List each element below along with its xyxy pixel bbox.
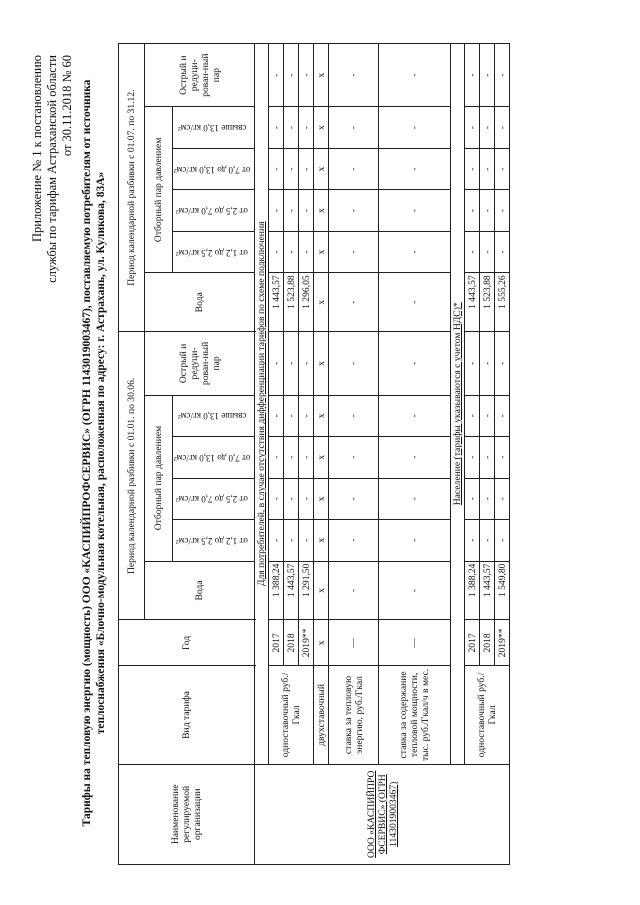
value-cell: - xyxy=(379,189,451,230)
value-cell: - xyxy=(299,189,314,230)
value-cell: - xyxy=(379,148,451,189)
value-cell: - xyxy=(379,478,451,519)
value-cell: - xyxy=(379,519,451,560)
value-cell: - xyxy=(284,395,299,436)
value-cell: - xyxy=(284,331,299,394)
value-cell: - xyxy=(284,148,299,189)
value-cell: - xyxy=(299,231,314,272)
appendix-line: Приложение № 1 к постановлению xyxy=(30,54,44,242)
value-cell: - xyxy=(480,331,495,394)
value-cell: - xyxy=(329,272,379,331)
table-row xyxy=(329,43,379,864)
value-cell: - xyxy=(329,106,379,147)
value-cell: 1 296,05 xyxy=(299,272,314,331)
value-cell: - xyxy=(465,331,480,394)
value-cell: - xyxy=(299,331,314,394)
tariff-type-cell: ставка за тепловую энергию, руб./Гкал xyxy=(329,665,379,763)
value-cell: - xyxy=(329,478,379,519)
value-cell: - xyxy=(379,331,451,394)
document-title xyxy=(80,33,108,873)
header-sharp-steam: Острый и редуци-рован-ный пар xyxy=(145,331,255,394)
table-row xyxy=(269,43,284,864)
header-water: Вода xyxy=(145,272,255,331)
header-steam: Отборный пар давлением xyxy=(145,395,173,561)
value-cell: - xyxy=(379,106,451,147)
value-cell: - xyxy=(329,43,379,106)
value-cell: 1 549,80 xyxy=(495,561,510,620)
header-steam-range: от 2,5 до 7,0 кг/см² xyxy=(173,189,255,230)
value-cell: - xyxy=(269,436,284,477)
year-cell: — xyxy=(379,619,451,665)
value-cell: - xyxy=(284,189,299,230)
value-cell: - xyxy=(284,43,299,106)
org-cell: ООО «КАСПИЙПРО ФСЕРВИС» (ОГРН 1143019003467) xyxy=(255,764,510,864)
value-cell: - xyxy=(299,148,314,189)
value-cell: - xyxy=(299,519,314,560)
year-cell: 2019** xyxy=(495,619,510,665)
value-cell: - xyxy=(329,331,379,394)
title-line: теплоснабжения «Блочно-модульная котельная, расположенная по адресу: г. Астрахань, ул. Куликова, 83А» xyxy=(95,171,107,734)
value-cell: х xyxy=(314,331,329,394)
value-cell: - xyxy=(299,395,314,436)
value-cell: х xyxy=(314,231,329,272)
value-cell: - xyxy=(284,106,299,147)
value-cell: - xyxy=(284,519,299,560)
value-cell: 1 443,57 xyxy=(284,561,299,620)
value-cell: - xyxy=(480,436,495,477)
value-cell: - xyxy=(480,189,495,230)
table-row xyxy=(379,43,451,864)
section-heading: Население (тарифы указываются с учетом НДС)* xyxy=(451,43,465,764)
value-cell: х xyxy=(314,189,329,230)
value-cell: х xyxy=(314,519,329,560)
value-cell: - xyxy=(495,395,510,436)
value-cell: - xyxy=(465,395,480,436)
header-steam-range: от 7,0 до 13,0 кг/см² xyxy=(173,148,255,189)
value-cell: - xyxy=(495,43,510,106)
table-row xyxy=(465,43,480,864)
value-cell: - xyxy=(329,436,379,477)
tariff-type-cell: одноставочный руб./Гкал xyxy=(465,665,510,763)
value-cell: - xyxy=(269,519,284,560)
value-cell: - xyxy=(284,436,299,477)
value-cell: - xyxy=(465,231,480,272)
table-row xyxy=(314,43,329,864)
value-cell: - xyxy=(269,331,284,394)
value-cell: - xyxy=(495,189,510,230)
appendix-line: службы по тарифам Астраханской области xyxy=(45,54,59,283)
value-cell: - xyxy=(284,231,299,272)
year-cell: 2018 xyxy=(284,619,299,665)
value-cell: - xyxy=(465,189,480,230)
value-cell: 1 388,24 xyxy=(269,561,284,620)
value-cell: - xyxy=(299,106,314,147)
appendix-line: от 30.11.2018 № 60 xyxy=(60,54,74,156)
header-year: Год xyxy=(119,619,255,665)
title-line: Тарифы на тепловую энергию (мощность) ООО «КАСПИЙПРОФСЕРВИС» (ОГРН 1143019003467), поставляемую потребителям от источника xyxy=(81,79,93,826)
header-steam-range: от 7,0 до 13,0 кг/см² xyxy=(173,436,255,477)
value-cell: - xyxy=(329,395,379,436)
value-cell: 1 443,57 xyxy=(269,272,284,331)
header-period-1: Период календарной разбивки с 01.01. по 30.06. xyxy=(119,331,145,619)
value-cell: - xyxy=(495,231,510,272)
header-steam-range: от 2,5 до 7,0 кг/см² xyxy=(173,478,255,519)
value-cell: - xyxy=(329,561,379,620)
document-page xyxy=(20,23,620,883)
value-cell: 1 388,24 xyxy=(465,561,480,620)
value-cell: - xyxy=(269,43,284,106)
header-steam-range: от 1,2 до 2,5 кг/см² xyxy=(173,231,255,272)
header-water: Вода xyxy=(145,561,255,620)
value-cell: - xyxy=(495,478,510,519)
value-cell: 1 523,88 xyxy=(480,272,495,331)
value-cell: - xyxy=(379,272,451,331)
value-cell: - xyxy=(329,231,379,272)
year-cell: — xyxy=(329,619,379,665)
value-cell: - xyxy=(480,148,495,189)
value-cell: - xyxy=(379,231,451,272)
value-cell: - xyxy=(465,519,480,560)
value-cell: х xyxy=(314,395,329,436)
value-cell: 1 443,57 xyxy=(465,272,480,331)
tariff-type-cell: ставка за содержание тепловой мощности, тыс. руб./Гкал/ч в мес. xyxy=(379,665,451,763)
value-cell: х xyxy=(314,561,329,620)
header-steam-range: свыше 13,0 кг/см² xyxy=(173,395,255,436)
value-cell: - xyxy=(480,43,495,106)
value-cell: х xyxy=(314,106,329,147)
value-cell: х xyxy=(314,436,329,477)
value-cell: - xyxy=(269,189,284,230)
value-cell: - xyxy=(269,395,284,436)
appendix-note xyxy=(30,55,75,283)
section-heading: Для потребителей, в случае отсутствия дифференциации тарифов по схеме подключения xyxy=(255,43,269,764)
value-cell: - xyxy=(299,43,314,106)
year-cell: 2017 xyxy=(269,619,284,665)
value-cell: - xyxy=(480,519,495,560)
value-cell: - xyxy=(269,231,284,272)
value-cell: - xyxy=(495,106,510,147)
tariff-type-cell: одноставочный руб./Гкал xyxy=(269,665,314,763)
value-cell: 1 291,50 xyxy=(299,561,314,620)
value-cell: х xyxy=(314,478,329,519)
value-cell: - xyxy=(465,478,480,519)
value-cell: - xyxy=(329,148,379,189)
value-cell: - xyxy=(480,478,495,519)
value-cell: - xyxy=(495,148,510,189)
value-cell: х xyxy=(314,43,329,106)
year-cell: х xyxy=(314,619,329,665)
year-cell: 2018 xyxy=(480,619,495,665)
header-sharp-steam: Острый и редуци-рован-ный пар xyxy=(145,43,255,106)
value-cell: - xyxy=(465,43,480,106)
header-period-2: Период календарной разбивки с 01.07. по 31.12. xyxy=(119,43,145,331)
tariff-table xyxy=(118,43,510,865)
value-cell: - xyxy=(299,436,314,477)
value-cell: - xyxy=(379,561,451,620)
value-cell: - xyxy=(299,478,314,519)
value-cell: - xyxy=(269,478,284,519)
value-cell: - xyxy=(269,148,284,189)
value-cell: - xyxy=(465,148,480,189)
value-cell: - xyxy=(284,478,299,519)
value-cell: - xyxy=(379,436,451,477)
value-cell: 1 443,57 xyxy=(480,561,495,620)
header-org: Наименование регулируемой организации xyxy=(119,764,255,864)
value-cell: - xyxy=(495,331,510,394)
value-cell: х xyxy=(314,148,329,189)
value-cell: 1 523,88 xyxy=(284,272,299,331)
year-cell: 2019** xyxy=(299,619,314,665)
value-cell: 1 555,26 xyxy=(495,272,510,331)
header-steam-range: свыше 13,0 кг/см² xyxy=(173,106,255,147)
value-cell: - xyxy=(379,395,451,436)
value-cell: - xyxy=(329,189,379,230)
value-cell: х xyxy=(314,272,329,331)
header-steam-range: от 1,2 до 2,5 кг/см² xyxy=(173,519,255,560)
value-cell: - xyxy=(480,106,495,147)
value-cell: - xyxy=(269,106,284,147)
value-cell: - xyxy=(480,395,495,436)
value-cell: - xyxy=(495,519,510,560)
tariff-type-cell: двухставочный xyxy=(314,665,329,763)
year-cell: 2017 xyxy=(465,619,480,665)
value-cell: - xyxy=(465,436,480,477)
value-cell: - xyxy=(465,106,480,147)
value-cell: - xyxy=(495,436,510,477)
value-cell: - xyxy=(379,43,451,106)
value-cell: - xyxy=(329,519,379,560)
header-tariff-type: Вид тарифа xyxy=(119,665,255,763)
header-steam: Отборный пар давлением xyxy=(145,106,173,272)
value-cell: - xyxy=(480,231,495,272)
